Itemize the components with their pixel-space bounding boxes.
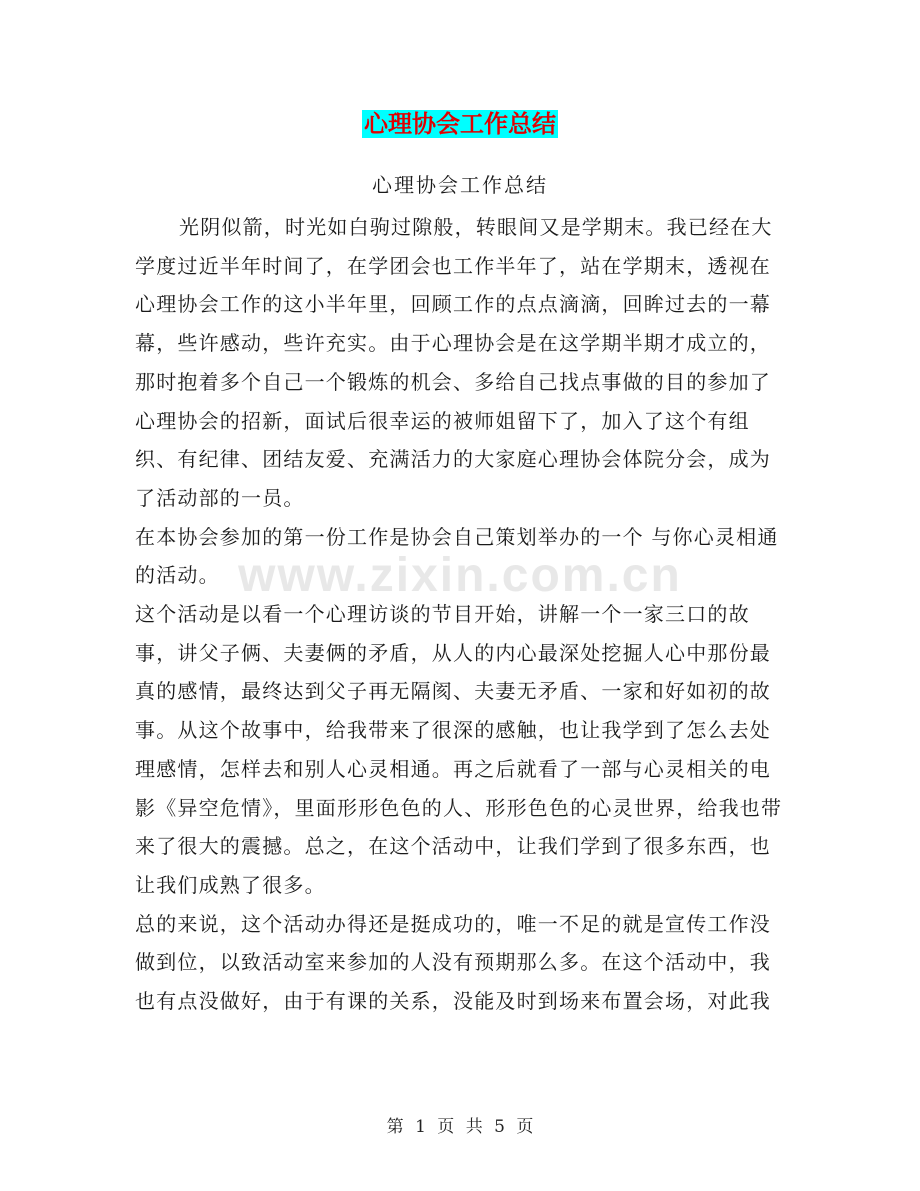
paragraph-summary: 总的来说，这个活动办得还是挺成功的，唯一不足的就是宣传工作没做到位，以致活动室来参加的人没有预期那么多。在这个活动中，我也有点没做好，由于有课的关系，没能及时到场来布置会场，对此我 (135, 911, 771, 1014)
document-subtitle: 心理协会工作总结 (372, 173, 548, 197)
paragraph-first-work: 在本协会参加的第一份工作是协会自己策划举办的一个 与你心灵相通的活动。 (135, 524, 779, 588)
page-footer: 第 1 页 共 5 页 (386, 1117, 534, 1137)
document-title-text: 心理协会工作总结 (364, 110, 556, 138)
paragraph-intro: 光阴似箭，时光如白驹过隙般，转眼间又是学期末。我已经在大学度过近半年时间了，在学团会也工作半年了，站在学期末，透视在心理协会工作的这小半年里，回顾工作的点点滴滴，回眸过去的一幕幕，些许感动，些许充实。由于心理协会是在这学期半期才成立的，那时抱着多个自己一个锻炼的机会、多给自己找点事做的目的参加了心理协会的招新，面试后很幸运的被师姐留下了，加入了这个有组织、有纪律、团结友爱、充满活力的大家庭心理协会体院分会，成为了活动部的一员。 (135, 215, 773, 510)
document-body (135, 208, 785, 1021)
paragraph-activity: 这个活动是以看一个心理访谈的节目开始，讲解一个一家三口的故事，讲父子俩、夫妻俩的矛盾，从人的内心最深处挖掘人心中那份最真的感情，最终达到父子再无隔阂、夫妻无矛盾、一家和好如初的故事。从这个故事中，给我带来了很深的感触，也让我学到了怎么去处理感情，怎样去和别人心灵相通。再之后就看了一部与心灵相关的电影《异空危情》，里面形形色色的人、形形色色的心灵世界，给我也带来了很大的震撼。总之，在这个活动中，让我们学到了很多东西，也让我们成熟了很多。 (135, 602, 783, 897)
document-title (0, 106, 920, 142)
watermark: www.zixin.com.cn (238, 549, 682, 602)
